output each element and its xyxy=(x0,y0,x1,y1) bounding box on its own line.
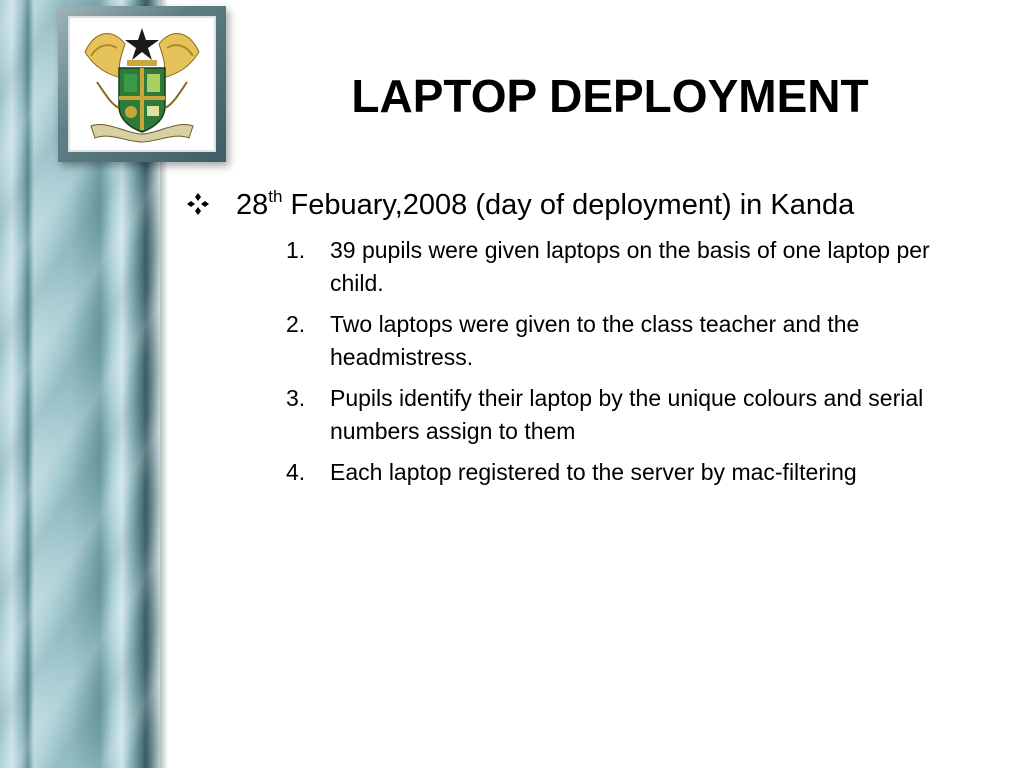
list-item xyxy=(286,308,946,374)
list-item-text: Each laptop registered to the server by mac-filtering xyxy=(330,459,857,485)
main-bullet xyxy=(186,186,946,224)
list-item-number: 2. xyxy=(286,311,306,337)
diamond-four-bullet-icon xyxy=(186,192,210,216)
list-item-text: Two laptops were given to the class teacher and the headmistress. xyxy=(330,311,860,370)
logo-frame xyxy=(58,6,226,162)
list-item-number: 4. xyxy=(286,459,306,485)
main-bullet-day-suffix: th xyxy=(268,187,283,206)
coat-of-arms-icon xyxy=(77,22,207,146)
list-item xyxy=(286,456,946,489)
sub-list xyxy=(286,234,946,489)
list-item-text: Pupils identify their laptop by the unique colours and serial numbers assign to them xyxy=(330,385,924,444)
slide-title: LAPTOP DEPLOYMENT xyxy=(351,70,869,122)
list-item-text: 39 pupils were given laptops on the basis of one laptop per child. xyxy=(330,237,930,296)
main-bullet-text: Febuary,2008 (day of deployment) in Kanda xyxy=(282,189,855,221)
crest-star xyxy=(125,28,159,60)
slide-content xyxy=(186,186,946,497)
list-item xyxy=(286,234,946,300)
logo-panel xyxy=(68,16,216,152)
list-item xyxy=(286,382,946,448)
main-bullet-day: 28 xyxy=(236,189,269,221)
list-item-number: 1. xyxy=(286,237,306,263)
list-item-number: 3. xyxy=(286,385,306,411)
